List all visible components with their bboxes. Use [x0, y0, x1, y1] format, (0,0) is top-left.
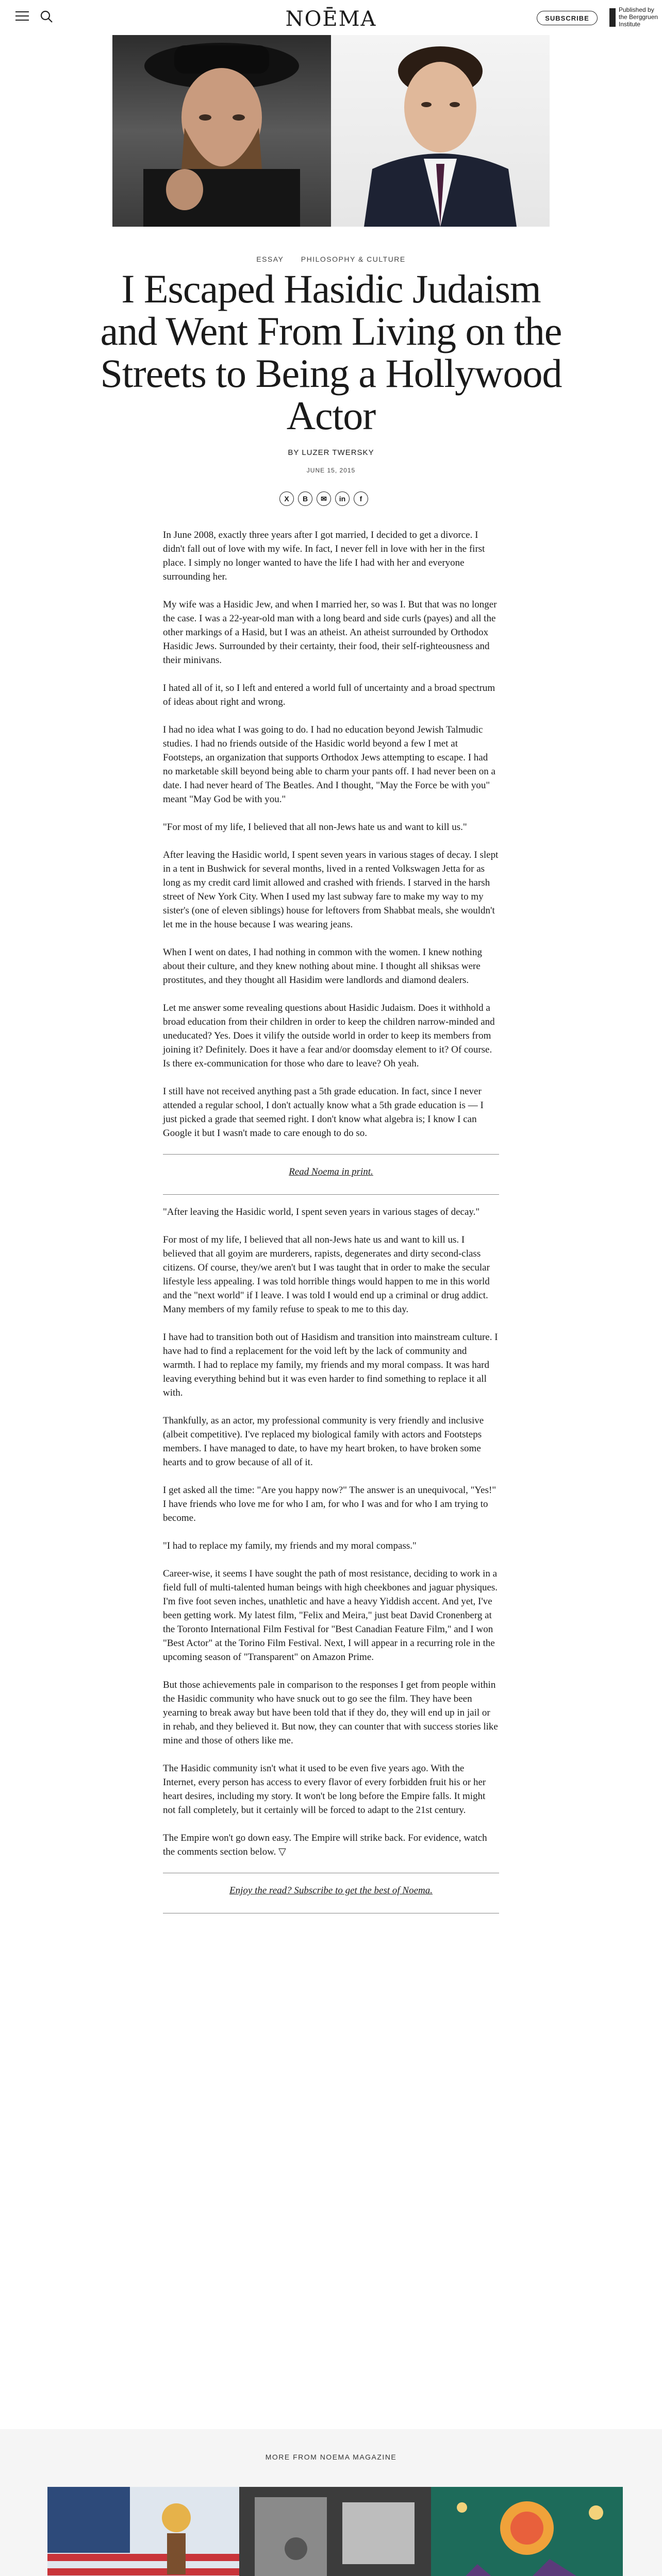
- article-card[interactable]: [47, 2487, 239, 2576]
- paragraph: Thankfully, as an actor, my professional community is very friendly and inclusive (albeit competitive). I've replaced my biological family with actors and Footsteps members. I have managed to date, to have my heart broken, to have broken some hearts and to grow because of all of it.: [163, 1415, 484, 1468]
- publish-date: JUNE 15, 2015: [306, 467, 356, 474]
- paragraph: In June 2008, exactly three years after I got married, I decided to get a divorce. I didn't fall out of love with my wife. In fact, I never fell in love with her in the first place. I simply no longer wanted to have the life I had with her and everyone surrounding her.: [163, 530, 485, 582]
- article-body: [163, 528, 499, 1924]
- paragraph: The Empire won't go down easy. The Empire will strike back. For evidence, watch the comments section below. ▽: [163, 1833, 487, 1857]
- paragraph: Career-wise, it seems I have sought the path of most resistance, deciding to work in a field full of multi-talented human beings with high cheekbones and jaguar physiques. I'm five foot seven inches, unathletic and have a heavy Yiddish accent. And yet, I've been getting work. My latest film, "Felix and Meira," just beat David Cronenberg at the Toronto International Film Festival for "Best Canadian Feature Film," and I won "Best Actor" at the Torino Film Festival. Next, I will appear in a recurring role in the upcoming season of "Transparent" on Amazon Prime.: [163, 1568, 498, 1663]
- byline[interactable]: BY LUZER TWERSKY: [288, 448, 374, 457]
- card-image[interactable]: [47, 2487, 239, 2576]
- pull-quote: "I had to replace my family, my friends and my moral compass.": [163, 1540, 417, 1551]
- hero-photo-hasidic: [112, 35, 331, 227]
- paragraph: I had no idea what I was going to do. I had no education beyond Jewish Talmudic studies. I had no friends outside of the Hasidic world beyond a few I met at Footsteps, an organization that supports Orthodox Jews attempting to escape. I had no marketable skill beyond being able to charm your pants off. I had never been on a date. I had never heard of The Beatles. And I thought, "May the Force be with you" meant "May God be with you.": [163, 724, 495, 805]
- subscribe-button[interactable]: SUBSCRIBE: [537, 11, 598, 25]
- share-bluesky-icon[interactable]: B: [298, 492, 312, 506]
- share-x-icon[interactable]: X: [279, 492, 294, 506]
- hero-image: [112, 35, 550, 227]
- divider: [163, 1194, 499, 1195]
- pull-quote: "For most of my life, I believed that all non-Jews hate us and want to kill us.": [163, 822, 467, 833]
- pull-quote: "After leaving the Hasidic world, I spent seven years in various stages of decay.": [163, 1207, 480, 1217]
- site-header: [0, 0, 662, 35]
- paragraph: After leaving the Hasidic world, I spent seven years in various stages of decay. I slept in a tent in Bushwick for several months, lived in a rented Volkswagen Jetta for as long as my credit card limit allowed and crashed with friends. I starved in the harsh street of New York City. When I used my last subway fare to make my way to my sister's (one of eleven siblings) house for leftovers from Shabbat meals, she wouldn't let me in the house because I was wearing jeans.: [163, 850, 499, 930]
- paragraph: I still have not received anything past a 5th grade education. In fact, since I never attended a regular school, I don't actually know what a 5th grade education is — I just picked a grade that seemed right. I don't know what algebra is; I know I can Google it but I wasn't made to care enough to do so.: [163, 1086, 484, 1139]
- paragraph: I have had to transition both out of Hasidism and transition into mainstream culture. I have had to find a replacement for the void left by the lack of community and warmth. I had to replace my family, my friends and my moral compass. It was hard leaving everything behind but it was even harder to find something to replace it all with.: [163, 1332, 498, 1398]
- share-facebook-icon[interactable]: f: [354, 492, 368, 506]
- paragraph: I hated all of it, so I left and entered a world full of uncertainty and a broad spectrum of ideas about right and wrong.: [163, 683, 495, 707]
- article-title: I Escaped Hasidic Judaism and Went From Living on the Streets to Being a Hollywood Actor: [100, 266, 562, 438]
- paragraph: I get asked all the time: "Are you happy now?" The answer is an unequivocal, "Yes!" I have friends who love me for who I am, for who I was and for who I am trying to become.: [163, 1485, 496, 1523]
- tag-essay[interactable]: ESSAY: [256, 255, 284, 263]
- share-bar: [279, 492, 383, 507]
- hero-photo-actor: [331, 35, 550, 227]
- article-card[interactable]: [431, 2487, 623, 2576]
- site-logo[interactable]: NOĒMA: [285, 7, 377, 31]
- divider: [163, 1154, 499, 1155]
- print-link[interactable]: Read Noema in print.: [289, 1166, 373, 1177]
- card-image[interactable]: [431, 2487, 623, 2576]
- paragraph: My wife was a Hasidic Jew, and when I married her, so was I. But that was no longer the case. I was a 22-year-old man with a long beard and side curls (payes) and all the other markings of a Hasid, but I was an atheist. An atheist surrounded by Orthodox Hasidic Jews. Surrounded by their certainty, their food, their self-righteousness and their minivans.: [163, 599, 497, 666]
- share-email-icon[interactable]: ✉: [317, 492, 331, 506]
- more-from-section: [0, 2429, 662, 2576]
- tag-category[interactable]: PHILOSOPHY & CULTURE: [301, 255, 406, 263]
- subscribe-link[interactable]: Enjoy the read? Subscribe to get the best of Noema.: [229, 1885, 433, 1896]
- paragraph: For most of my life, I believed that all non-Jews hate us and want to kill us. I believed that all goyim are murderers, rapists, degenerates and dirty second-class citizens. Of course, they/we aren't but I was taught that in order to make the secular lifestyle less appealing. I was told horrible things would happen to me in this world and the "next world" if I leave. I was told I would end up a criminal or drug addict. Many members of my family refuse to speak to me to this day.: [163, 1234, 490, 1315]
- paragraph: The Hasidic community isn't what it used to be even five years ago. With the Internet, every person has access to every flavor of every forbidden fruit his or her heart desires, including my story. It won't be long before the Empire falls. It might not fall completely, but it certainly will be forced to adapt to the 21st century.: [163, 1763, 486, 1816]
- paragraph: But those achievements pale in comparison to the responses I get from people within the Hasidic community who have snuck out to go see the film. They have been yearning to break away but have been told that if they do, they will end up in jail or in rehab, and they believed it. But now, they can counter that with success stories like mine and those of others like me.: [163, 1680, 498, 1746]
- section-heading: MORE FROM NOEMA MAGAZINE: [265, 2453, 397, 2461]
- article-card[interactable]: [239, 2487, 431, 2576]
- paragraph: Let me answer some revealing questions about Hasidic Judaism. Does it withhold a broad education from their children in order to keep the children narrow-minded and uneducated? Yes. Does it vilify the outside world in order to keep its members from joining it? Definitely. Does it have a fear and/or doomsday element to it? Of course. Is there ex-communication for those who dare to leave? Oh yeah.: [163, 1003, 495, 1069]
- article-tags: [0, 255, 662, 263]
- paragraph: When I went on dates, I had nothing in common with the women. I knew nothing about their culture, and they knew nothing about mine. I thought all shiksas were prostitutes, and they thought all Hasidim were landlords and diamond dealers.: [163, 947, 482, 986]
- publisher-text: Published by the Berggruen Institute: [619, 6, 658, 28]
- share-linkedin-icon[interactable]: in: [335, 492, 350, 506]
- card-image[interactable]: [239, 2487, 431, 2576]
- berggruen-logo-icon: [609, 8, 616, 27]
